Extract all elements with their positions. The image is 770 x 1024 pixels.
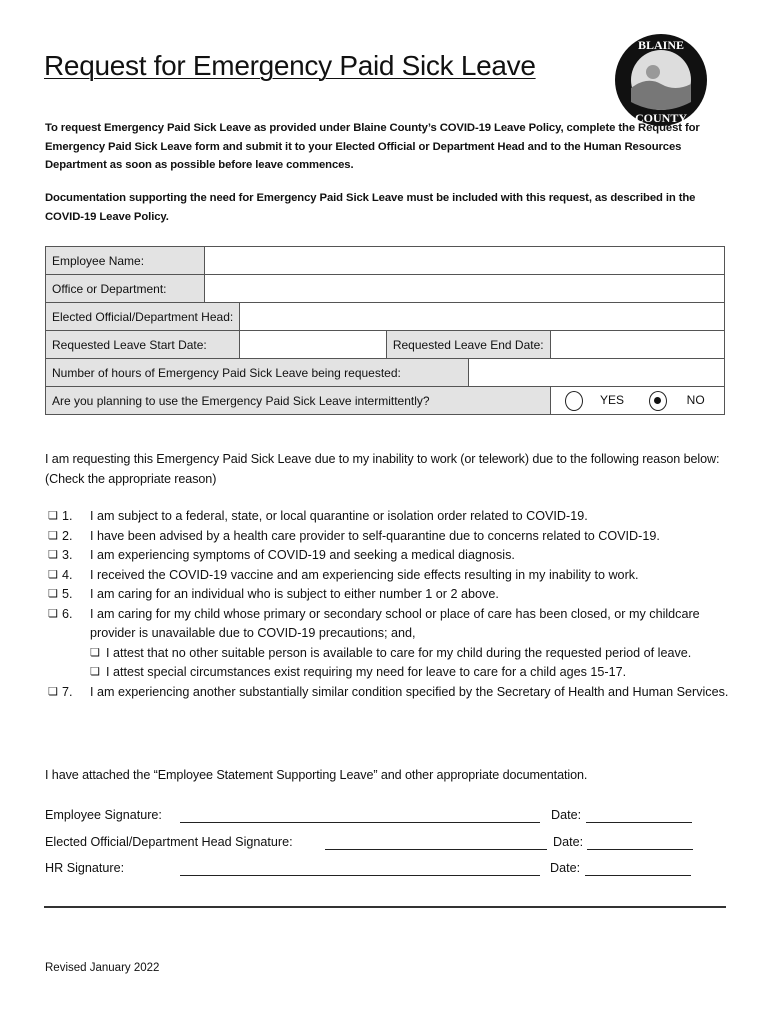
blaine-county-seal-logo bbox=[613, 32, 709, 128]
reason-item-7 bbox=[48, 683, 738, 703]
checkbox-2[interactable]: ❏ bbox=[48, 529, 58, 542]
reason-intro: I am requesting this Emergency Paid Sick Leave due to my inability to work (or telework) due to the following reason below: (Check the appropriate reason) bbox=[45, 452, 720, 486]
end-date-input[interactable] bbox=[557, 331, 718, 358]
svg-text:BLAINE: BLAINE bbox=[637, 38, 685, 52]
svg-text:COUNTY: COUNTY bbox=[634, 111, 688, 125]
head-signature-label: Elected Official/Department Head Signature: bbox=[45, 835, 293, 849]
checkbox-3[interactable]: ❏ bbox=[48, 549, 58, 561]
page-title: Request for Emergency Paid Sick Leave bbox=[44, 50, 536, 81]
reason-text: I am experiencing another substantially similar condition specified by the Secretary of Health and Human Services. bbox=[90, 684, 729, 699]
hr-date-line[interactable] bbox=[585, 861, 691, 876]
no-radio[interactable] bbox=[649, 391, 667, 411]
footer-divider bbox=[44, 906, 726, 908]
reason-item-4 bbox=[48, 566, 738, 586]
hours-input[interactable] bbox=[475, 359, 718, 386]
checkbox-7[interactable]: ❏ bbox=[48, 685, 58, 698]
head-signature-line[interactable] bbox=[325, 835, 547, 850]
yes-label: YES bbox=[599, 392, 624, 407]
employee-name-input[interactable] bbox=[211, 247, 718, 274]
reason-item-3 bbox=[48, 546, 738, 566]
employee-date-label: Date: bbox=[551, 808, 582, 822]
reason-item-1 bbox=[48, 507, 738, 527]
reason-number: 4. bbox=[62, 567, 73, 582]
sub-reason-text: I attest special circumstances exist requiring my need for leave to care for a child ages 15-17. bbox=[106, 665, 627, 679]
checkbox-5[interactable]: ❏ bbox=[48, 588, 58, 600]
employee-info-table bbox=[45, 246, 725, 415]
reason-text: I am subject to a federal, state, or local quarantine or isolation order related to COVID-19. bbox=[90, 509, 588, 523]
checkbox-1[interactable]: ❏ bbox=[48, 510, 58, 522]
employee-signature-line[interactable] bbox=[180, 808, 540, 823]
reason-number: 3. bbox=[62, 548, 73, 562]
checkbox-4[interactable]: ❏ bbox=[48, 568, 58, 581]
reasons-list bbox=[48, 507, 738, 702]
yes-radio[interactable] bbox=[565, 391, 583, 411]
sub-reason-text: I attest that no other suitable person is available to care for my child during the requested period of leave. bbox=[106, 645, 692, 660]
department-head-label: Elected Official/Department Head: bbox=[46, 303, 240, 331]
reason-text: I am experiencing symptoms of COVID-19 and seeking a medical diagnosis. bbox=[90, 548, 515, 562]
reason-item-5 bbox=[48, 585, 738, 605]
employee-date-line[interactable] bbox=[586, 808, 692, 823]
reason-number: 5. bbox=[62, 587, 73, 601]
hr-signature-line[interactable] bbox=[180, 861, 540, 876]
start-date-label: Requested Leave Start Date: bbox=[46, 331, 240, 359]
hr-date-label: Date: bbox=[550, 861, 581, 875]
reason-number: 7. bbox=[62, 684, 73, 699]
reason-text: I am caring for my child whose primary or secondary school or place of care has been closed, or my childcare provider is unavailable due to COVID-19 precautions; and, bbox=[90, 606, 700, 640]
employee-name-label: Employee Name: bbox=[46, 247, 205, 275]
head-date-label: Date: bbox=[553, 835, 584, 849]
office-input[interactable] bbox=[211, 275, 718, 302]
reason-item-6 bbox=[48, 605, 738, 644]
hr-signature-label: HR Signature: bbox=[45, 861, 125, 875]
reason-number: 1. bbox=[62, 509, 73, 523]
checkbox-6[interactable]: ❏ bbox=[48, 607, 58, 620]
reason-number: 2. bbox=[62, 528, 73, 543]
reason-item-2 bbox=[48, 527, 738, 547]
reason-number: 6. bbox=[62, 606, 73, 621]
attached-statement: I have attached the “Employee Statement Supporting Leave” and other appropriate documentation. bbox=[45, 768, 588, 782]
reason-text: I am caring for an individual who is subject to either number 1 or 2 above. bbox=[90, 587, 499, 601]
head-date-line[interactable] bbox=[587, 835, 693, 850]
intermittent-label: Are you planning to use the Emergency Paid Sick Leave intermittently? bbox=[46, 387, 551, 415]
intermittent-radio-group bbox=[550, 387, 724, 415]
sub-reason-2 bbox=[48, 663, 738, 683]
department-head-input[interactable] bbox=[246, 303, 718, 330]
intro-paragraph: To request Emergency Paid Sick Leave as provided under Blaine County’s COVID-19 Leave Policy, complete the Request for Emergency Paid Sick Leave form and submit it to your Elected Official or Department Head and to the Human Resources Department as soon as possible before leave commences. bbox=[45, 122, 700, 171]
documentation-paragraph: Documentation supporting the need for Emergency Paid Sick Leave must be included with this request, as described in the COVID-19 Leave Policy. bbox=[45, 192, 696, 223]
reason-text: I have been advised by a health care provider to self-quarantine due to concerns related to COVID-19. bbox=[90, 528, 660, 543]
no-label: NO bbox=[686, 392, 705, 407]
checkbox-6b[interactable]: ❏ bbox=[90, 666, 100, 678]
employee-signature-label: Employee Signature: bbox=[45, 808, 162, 822]
start-date-input[interactable] bbox=[246, 331, 380, 358]
end-date-label: Requested Leave End Date: bbox=[386, 331, 550, 359]
sub-reason-1 bbox=[48, 644, 738, 664]
office-label: Office or Department: bbox=[46, 275, 205, 303]
checkbox-6a[interactable]: ❏ bbox=[90, 646, 100, 659]
reason-text: I received the COVID-19 vaccine and am experiencing side effects resulting in my inability to work. bbox=[90, 567, 639, 582]
hours-label: Number of hours of Emergency Paid Sick Leave being requested: bbox=[46, 359, 469, 387]
revision-date: Revised January 2022 bbox=[45, 962, 160, 974]
